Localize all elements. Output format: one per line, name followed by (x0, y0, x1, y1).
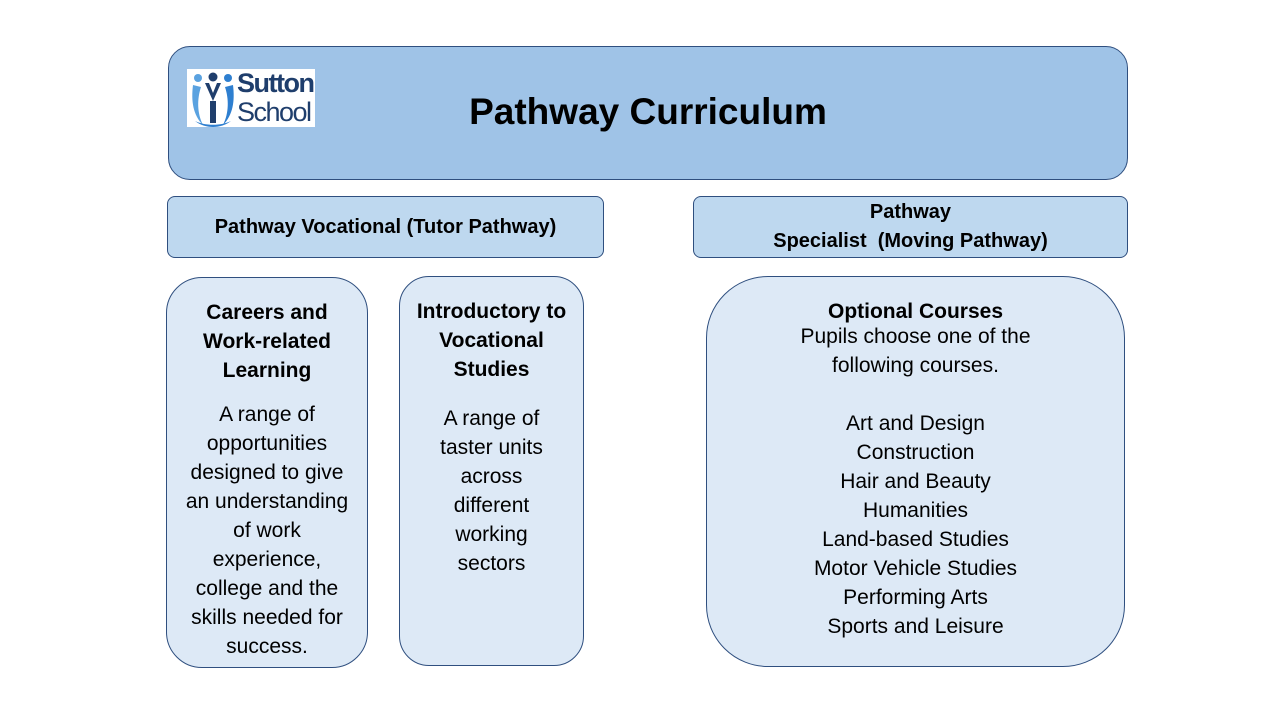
introductory-body-line: taster units (440, 436, 543, 459)
introductory-title-line: Introductory to (416, 300, 567, 323)
course-item: Construction (856, 441, 975, 464)
careers-title-line: Work-related (203, 330, 331, 353)
careers-title-line: Learning (222, 359, 312, 382)
course-item: Motor Vehicle Studies (813, 557, 1018, 580)
course-item: Art and Design (846, 412, 985, 435)
course-item: Humanities (862, 499, 969, 522)
introductory-body-line: different (453, 494, 530, 517)
page-title: Pathway Curriculum (469, 91, 827, 132)
header-banner (168, 46, 1128, 180)
careers-body-line: skills needed for (191, 606, 343, 629)
careers-body-line: college and the (195, 577, 339, 600)
logo-line-2: School (237, 97, 311, 127)
introductory-card-title (404, 297, 579, 384)
course-list (707, 409, 1124, 641)
careers-title-line: Careers and (206, 301, 328, 324)
pathway-specialist-line-2: Specialist (Moving Pathway) (773, 230, 1048, 252)
careers-body-line: an understanding (185, 490, 349, 513)
course-item: Sports and Leisure (827, 615, 1004, 638)
careers-body-line: designed to give (190, 461, 344, 484)
introductory-body-line: A range of (443, 407, 540, 430)
careers-body-line: success. (226, 635, 308, 658)
course-item: Performing Arts (843, 586, 988, 609)
careers-body-line: opportunities (206, 432, 328, 455)
introductory-card-body (420, 404, 563, 578)
introductory-title-line: Vocational (439, 329, 544, 352)
pathway-vocational-heading (167, 196, 604, 258)
course-item: Land-based Studies (822, 528, 1009, 551)
careers-card-title (173, 298, 361, 385)
optional-intro-line: Pupils choose one of the (800, 325, 1031, 348)
optional-intro-line: following courses. (832, 354, 999, 377)
pathway-specialist-heading (693, 196, 1128, 258)
careers-body-line: experience, (212, 548, 322, 571)
introductory-body-line: across (460, 465, 523, 488)
careers-card (166, 277, 368, 668)
optional-courses-card (706, 276, 1125, 667)
course-item: Hair and Beauty (840, 470, 991, 493)
pathway-specialist-line-1: Pathway (869, 201, 952, 223)
introductory-body-line: working (455, 523, 528, 546)
introductory-title-line: Studies (453, 358, 530, 381)
pathway-vocational-label: Pathway Vocational (Tutor Pathway) (214, 215, 557, 238)
optional-courses-intro (747, 322, 1084, 380)
introductory-body-line: sectors (457, 552, 526, 575)
careers-card-body (175, 400, 359, 661)
optional-courses-title: Optional Courses (827, 300, 1004, 323)
careers-body-line: of work (233, 519, 301, 542)
introductory-card (399, 276, 584, 666)
logo-line-1: Sutton (237, 68, 314, 98)
careers-body-line: A range of (219, 403, 315, 426)
